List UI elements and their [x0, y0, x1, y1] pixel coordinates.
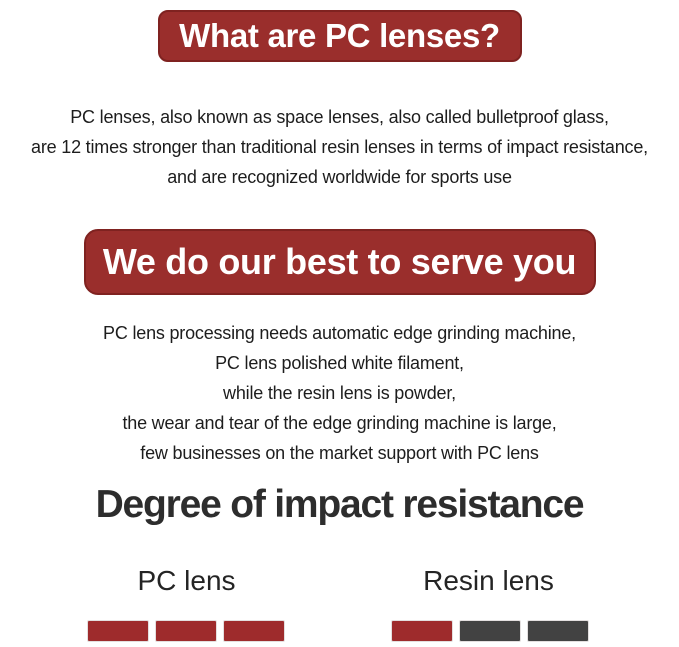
rating-bar-filled	[156, 621, 216, 641]
rating-bar-empty	[528, 621, 588, 641]
intro-paragraph	[0, 102, 679, 192]
banner-what-are-pc-lenses	[158, 10, 522, 62]
resin-lens-bars	[392, 621, 588, 641]
details-line-1: PC lens processing needs automatic edge grinding machine,	[103, 323, 576, 343]
product-infographic	[0, 10, 679, 641]
banner-serve-text: We do our best to serve you	[102, 241, 577, 282]
banner-what-text: What are PC lenses?	[179, 17, 500, 54]
rating-bar-filled	[88, 621, 148, 641]
impact-resistance-heading: Degree of impact resistance	[95, 483, 584, 526]
comparison-bars	[0, 621, 679, 641]
details-line-3: while the resin lens is powder,	[223, 383, 456, 403]
banner-we-serve-you	[84, 229, 596, 295]
details-line-4: the wear and tear of the edge grinding machine is large,	[122, 413, 557, 433]
pc-lens-label: PC lens	[137, 565, 236, 596]
resin-lens-label: Resin lens	[423, 565, 554, 596]
details-line-2: PC lens polished white filament,	[215, 353, 464, 373]
intro-line-2: are 12 times stronger than traditional resin lenses in terms of impact resistance,	[31, 137, 648, 157]
details-line-5: few businesses on the market support with PC lens	[140, 443, 539, 463]
rating-bar-filled	[392, 621, 452, 641]
pc-lens-bars	[88, 621, 284, 641]
details-paragraph	[0, 318, 679, 468]
comparison-labels	[0, 563, 679, 599]
intro-line-3: and are recognized worldwide for sports use	[167, 167, 512, 187]
intro-line-1: PC lenses, also known as space lenses, also called bulletproof glass,	[70, 107, 609, 127]
rating-bar-empty	[460, 621, 520, 641]
rating-bar-filled	[224, 621, 284, 641]
